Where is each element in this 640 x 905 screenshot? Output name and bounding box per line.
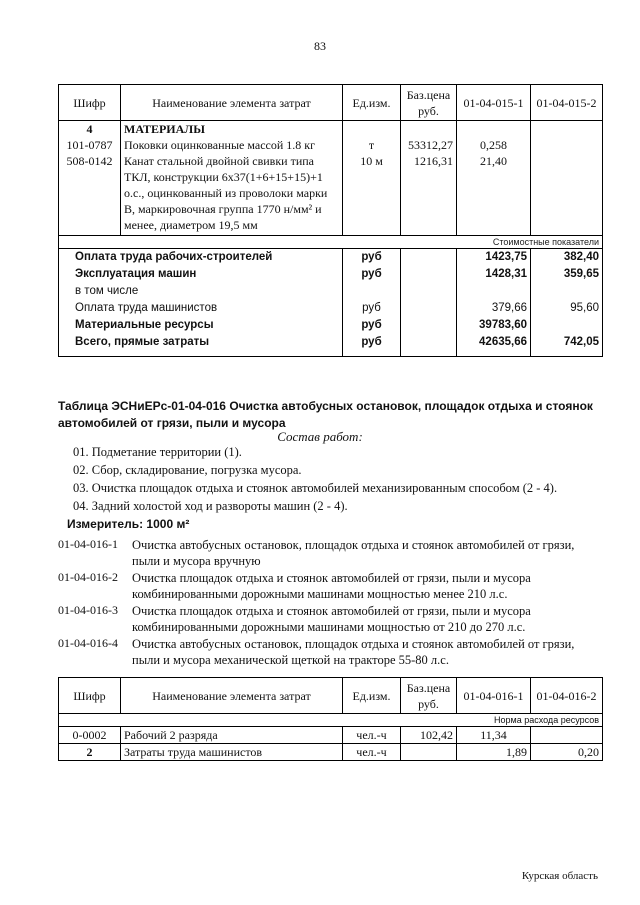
row-code: 0-0002 (59, 727, 121, 744)
work-item: 01. Подметание территории (1). (73, 445, 242, 459)
summary-value: 359,65 (563, 268, 599, 280)
variant-description: Очистка площадок отдыха и стоянок автомобилей от грязи, пыли и мусора комбинированными дорожными машинами мощностью от 210 до 270 л.с. (132, 604, 531, 634)
row-price: 102,42 (401, 727, 457, 744)
header-price: Баз.цена руб. (401, 678, 457, 714)
summary-unit: руб (361, 336, 382, 348)
summary-name: Материальные ресурсы (75, 319, 214, 331)
summary-value: 42635,66 (479, 336, 527, 348)
summary-value: 95,60 (570, 302, 599, 314)
measure-unit: Измеритель: 1000 м² (67, 517, 190, 531)
summary-value: 742,05 (563, 336, 599, 348)
section-title: МАТЕРИАЛЫ (124, 122, 205, 136)
summary-value: 382,40 (563, 251, 599, 263)
row-value: 1,89 (457, 744, 531, 761)
summary-unit: руб (362, 302, 381, 314)
row-unit: 10 м (360, 154, 383, 168)
summary-name: Оплата труда рабочих-строителей (75, 251, 273, 263)
header-code: Шифр (59, 678, 121, 714)
row-name: Канат стальной двойной свивки типа ТКЛ, конструкции 6х37(1+6+15+15)+1 о.с., оцинкованный из проволоки марки В, маркировочная группа 1770 н/мм² и менее, диаметром 19,5 мм (124, 154, 328, 232)
variant-description: Очистка автобусных остановок, площадок отдыха и стоянок автомобилей от грязи, пыли и мусора механической щеткой на тракторе 55-80 л.с. (132, 637, 575, 667)
row-unit: т (368, 138, 375, 152)
composition-title: Состав работ: (277, 429, 363, 444)
header-code: Шифр (59, 85, 121, 121)
summary-value: 1428,31 (485, 268, 527, 280)
summary-value: 1423,75 (485, 251, 527, 263)
row-value: 0,20 (531, 744, 603, 761)
row-price: 1216,31 (414, 154, 453, 168)
row-value: 21,40 (480, 154, 507, 168)
header-col1: 01-04-016-1 (457, 678, 531, 714)
work-item: 03. Очистка площадок отдыха и стоянок автомобилей механизированным способом (2 - 4). (73, 481, 558, 495)
variant-code: 01-04-016-2 (58, 570, 118, 584)
header-name: Наименование элемента затрат (121, 85, 343, 121)
variant-description: Очистка площадок отдыха и стоянок автомобилей от грязи, пыли и мусора комбинированными дорожными машинами мощностью менее 210 л.с. (132, 571, 531, 601)
header-unit: Ед.изм. (343, 85, 401, 121)
page-number: 83 (314, 39, 326, 53)
summary-unit: руб (361, 319, 382, 331)
row-code: 101-0787 (66, 138, 113, 152)
variant-code: 01-04-016-1 (58, 537, 118, 551)
footer-region: Курская область (521, 870, 598, 882)
row-code: 2 (59, 744, 121, 761)
header-col1: 01-04-015-1 (457, 85, 531, 121)
summary-name: Оплата труда машинистов (75, 302, 218, 314)
summary-name: Эксплуатация машин (75, 268, 197, 280)
work-item: 02. Сбор, складирование, погрузка мусора. (73, 463, 302, 477)
work-item: 04. Задний холостой ход и развороты машин (2 - 4). (73, 499, 348, 513)
variant-description: Очистка автобусных остановок, площадок отдыха и стоянок автомобилей от грязи, пыли и мусора вручную (132, 538, 575, 568)
row-code: 508-0142 (66, 154, 113, 168)
row-name: Поковки оцинкованные массой 1.8 кг (124, 138, 316, 152)
table-title: Таблица ЭСНиЕРс-01-04-016 Очистка автобусных остановок, площадок отдыха и стоянок автомобилей от грязи, пыли и мусора (58, 399, 593, 430)
summary-unit: руб (361, 251, 382, 263)
header-col2: 01-04-016-2 (531, 678, 603, 714)
row-name: Рабочий 2 разряда (121, 727, 343, 744)
variant-code: 01-04-016-3 (58, 603, 118, 617)
variant-code: 01-04-016-4 (58, 636, 118, 650)
row-price (401, 744, 457, 761)
summary-value: 379,66 (491, 302, 527, 314)
row-name: Затраты труда машинистов (121, 744, 343, 761)
summary-unit: руб (361, 268, 382, 280)
row-value: 11,34 (457, 727, 531, 744)
row-unit: чел.-ч (343, 744, 401, 761)
cost-label: Стоимостные показатели (59, 236, 603, 249)
header-col2: 01-04-015-2 (531, 85, 603, 121)
summary-value: 39783,60 (479, 319, 527, 331)
norm-label: Норма расхода ресурсов (59, 714, 603, 727)
resource-table-016 (58, 677, 603, 761)
section-number: 4 (86, 122, 93, 136)
cost-table-015 (58, 84, 603, 357)
summary-name: Всего, прямые затраты (75, 336, 210, 348)
header-price: Баз.цена руб. (401, 85, 457, 121)
row-price: 53312,27 (408, 138, 453, 152)
header-unit: Ед.изм. (343, 678, 401, 714)
row-value: 0,258 (480, 138, 507, 152)
row-value (531, 727, 603, 744)
row-unit: чел.-ч (343, 727, 401, 744)
summary-name: в том числе (75, 285, 139, 297)
header-name: Наименование элемента затрат (121, 678, 343, 714)
